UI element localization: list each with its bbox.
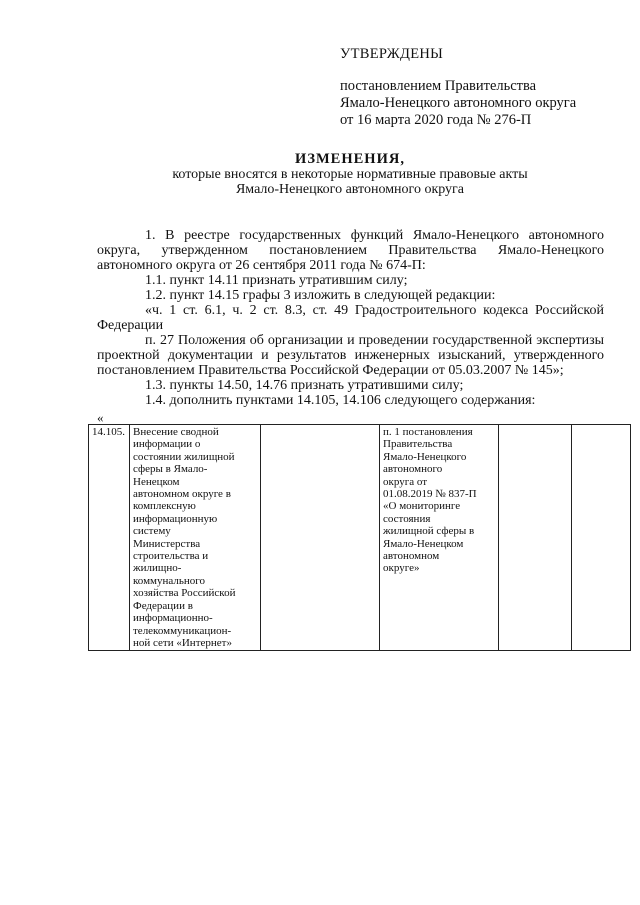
cell-description <box>130 425 261 651</box>
title-line: которые вносятся в некоторые нормативные правовые акты <box>172 167 528 182</box>
description-line: Внесение сводной <box>133 426 219 438</box>
description-line: хозяйства Российской <box>133 587 236 600</box>
cell-empty <box>261 425 380 651</box>
approval-line: от 16 марта 2020 года № 276-П <box>340 112 532 128</box>
cell-empty <box>572 425 631 651</box>
document-body <box>97 228 604 408</box>
description-line: состоянии жилищной <box>133 450 235 463</box>
title-main: ИЗМЕНЕНИЯ, <box>295 151 405 167</box>
cell-empty <box>499 425 572 651</box>
cell-number: 14.105. <box>89 425 130 651</box>
description-line: ной сети «Интернет» <box>133 636 232 649</box>
description-line: информации о <box>133 438 201 451</box>
paragraph-1: 1. В реестре государственных функций Ямало-Ненецкого автономного округа, утвержденном постановлением Правительства Ямало-Ненецкого автономного округа от 26 сентября 2011 года № 674-П: <box>97 228 604 273</box>
approval-block <box>340 46 576 129</box>
approval-line: постановлением Правительства <box>340 78 537 94</box>
paragraph-1-2: 1.2. пункт 14.15 графы 3 изложить в следующей редакции: <box>145 288 496 303</box>
approval-line: Ямало-Ненецкого автономного округа <box>340 95 577 111</box>
legal-basis-line: Ямало-Ненецком <box>383 537 464 550</box>
description-line: автономном округе в <box>133 488 231 501</box>
changes-table <box>88 424 631 651</box>
legal-basis-line: состояния <box>383 512 431 525</box>
legal-basis-line: округе» <box>383 562 420 575</box>
legal-basis-line: п. 1 постановления <box>383 426 473 438</box>
description-line: сферы в Ямало- <box>133 463 208 476</box>
document-title <box>100 152 600 197</box>
description-line: Министерства <box>133 537 201 550</box>
approval-heading: УТВЕРЖДЕНЫ <box>340 46 444 62</box>
quoted-text-2: п. 27 Положения об организации и проведении государственной экспертизы проектной документации и результатов инженерных изысканий, утвержденного постановлением Правительства Российской Федерации от 05.03.2007 № 145»; <box>97 333 604 378</box>
description-line: Федерации в <box>133 599 193 612</box>
cell-legal-basis <box>380 425 499 651</box>
legal-basis-line: автономном <box>383 550 440 563</box>
description-line: жилищно- <box>133 562 182 575</box>
legal-basis-line: автономного <box>383 463 443 476</box>
title-line: Ямало-Ненецкого автономного округа <box>235 182 465 197</box>
legal-basis-line: Ямало-Ненецкого <box>383 450 467 463</box>
legal-basis-line: 01.08.2019 № 837-П <box>383 488 477 501</box>
paragraph-1-1: 1.1. пункт 14.11 признать утратившим силу; <box>145 273 408 288</box>
quoted-text-1: «ч. 1 ст. 6.1, ч. 2 ст. 8.3, ст. 49 Градостроительного кодекса Российской Федерации <box>97 303 604 333</box>
description-line: информационно- <box>133 612 213 625</box>
open-quote: « <box>97 410 104 425</box>
legal-basis-line: «О мониторинге <box>383 500 461 513</box>
description-line: Ненецком <box>133 475 180 488</box>
paragraph-1-4: 1.4. дополнить пунктами 14.105, 14.106 следующего содержания: <box>145 393 536 408</box>
legal-basis-line: жилищной сферы в <box>383 525 475 538</box>
description-line: телекоммуникацион- <box>133 624 232 637</box>
legal-basis-line: округа от <box>383 475 428 488</box>
table-row <box>89 425 631 651</box>
description-line: комплексную <box>133 500 196 513</box>
legal-basis-line: Правительства <box>383 438 453 451</box>
description-line: информационную <box>133 512 218 525</box>
description-line: систему <box>133 525 171 538</box>
paragraph-1-3: 1.3. пункты 14.50, 14.76 признать утратившими силу; <box>145 378 464 393</box>
description-line: коммунального <box>133 574 205 587</box>
description-line: строительства и <box>133 550 209 563</box>
